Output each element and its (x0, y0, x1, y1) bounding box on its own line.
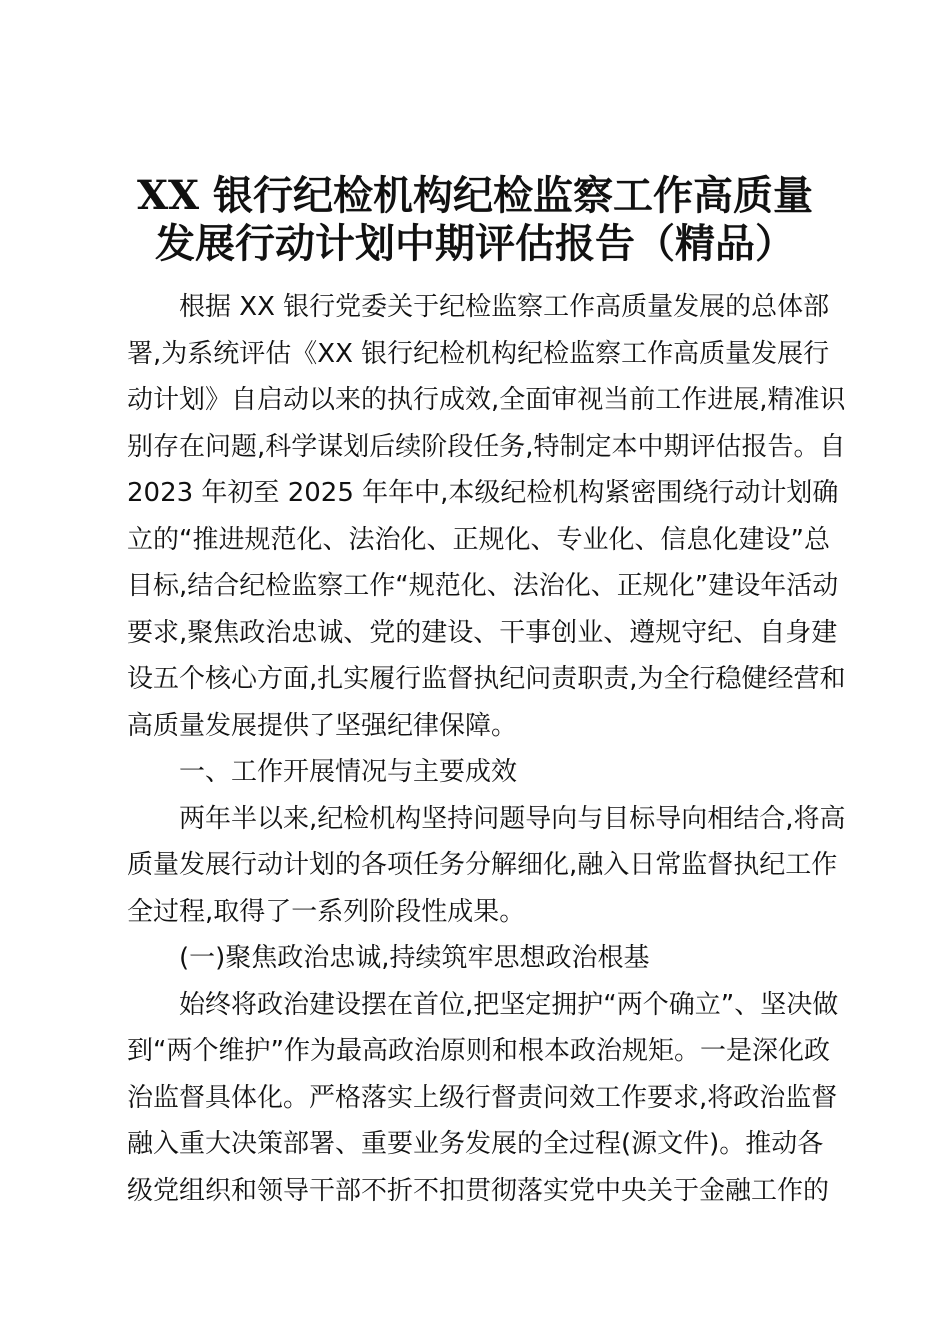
section-heading-text: 一、工作开展情况与主要成效 (179, 757, 518, 787)
document-title-line-2: 发展行动计划中期评估报告（精品） (155, 220, 795, 267)
paragraph-line: 始终将政治建设摆在首位,把坚定拥护“两个确立”、坚决做 (179, 989, 839, 1020)
paragraph-line: 署,为系统评估《XX 银行纪检机构纪检监察工作高质量发展行 (127, 338, 830, 369)
document-title-line-1: XX 银行纪检机构纪检监察工作高质量 (137, 172, 813, 219)
paragraph-line: 两年半以来,纪检机构坚持问题导向与目标导向相结合,将高 (179, 803, 846, 834)
paragraph-line: 全过程,取得了一系列阶段性成果。 (127, 896, 526, 927)
paragraph-line: 治监督具体化。严格落实上级行督责问效工作要求,将政治监督 (127, 1082, 838, 1113)
subsection-heading-1 (127, 935, 837, 982)
paragraph-line: 到“两个维护”作为最高政治原则和根本政治规矩。一是深化政 (127, 1036, 830, 1066)
paragraph-line: 目标,结合纪检监察工作“规范化、法治化、正规化”建设年活动 (127, 571, 839, 601)
paragraph-line: 融入重大决策部署、重要业务发展的全过程(源文件)。推动各 (127, 1129, 824, 1159)
paragraph-political (127, 982, 837, 1215)
section-heading-1 (127, 749, 837, 796)
document-body (127, 284, 846, 1214)
paragraph-line: 要求,聚焦政治忠诚、党的建设、干事创业、遵规守纪、自身建 (127, 617, 838, 648)
paragraph-overview (127, 796, 846, 936)
paragraph-line: 级党组织和领导干部不折不扣贯彻落实党中央关于金融工作的 (127, 1175, 830, 1206)
paragraph-line: 质量发展行动计划的各项任务分解细化,融入日常监督执纪工作 (127, 850, 838, 880)
paragraph-line: 立的“推进规范化、法治化、正规化、专业化、信息化建设”总 (127, 524, 830, 555)
paragraph-line: 根据 XX 银行党委关于纪检监察工作高质量发展的总体部 (179, 292, 830, 322)
paragraph-line: 高质量发展提供了坚强纪律保障。 (127, 710, 518, 741)
paragraph-line: 动计划》自启动以来的执行成效,全面审视当前工作进展,精准识 (127, 385, 846, 415)
subsection-heading-text: (一)聚焦政治忠诚,持续筑牢思想政治根基 (179, 943, 650, 973)
paragraph-line: 设五个核心方面,扎实履行监督执纪问责职责,为全行稳健经营和 (127, 664, 846, 694)
paragraph-line: 别存在问题,科学谋划后续阶段任务,特制定本中期评估报告。自 (127, 431, 846, 462)
paragraph-line: 2023 年初至 2025 年年中,本级纪检机构紧密围绕行动计划确 (127, 478, 839, 508)
paragraph-intro (127, 284, 846, 749)
